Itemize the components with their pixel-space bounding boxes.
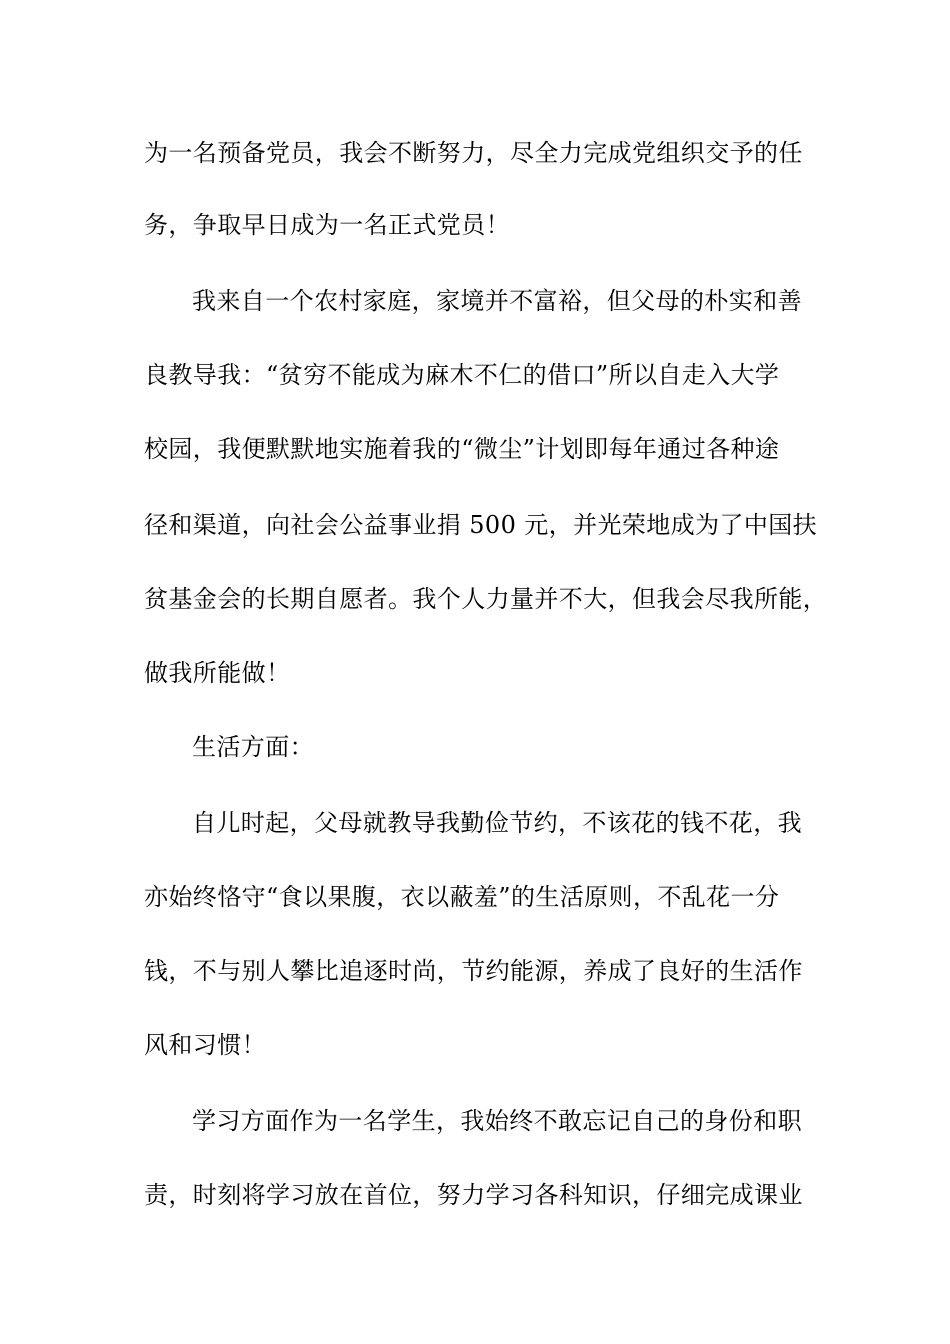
text-line: 校园，我便默默地实施着我的“微尘”计划即每年通过各种途 — [144, 435, 780, 463]
text-line: 贫基金会的长期自愿者。我个人力量并不大，但我会尽我所能， — [144, 585, 828, 613]
section-heading-life: 生活方面： — [192, 733, 314, 761]
text-line: 为一名预备党员，我会不断努力，尽全力完成党组织交予的任 — [144, 139, 803, 167]
text-line: 亦始终恪守“食以果腹，衣以蔽羞”的生活原则，不乱花一分 — [144, 883, 780, 911]
text-line: 做我所能做！ — [144, 659, 291, 687]
text-line: 良教导我：“贫穷不能成为麻木不仁的借口”所以自走入大学 — [144, 361, 780, 389]
text-line: 责，时刻将学习放在首位，努力学习各科知识，仔细完成课业 — [144, 1181, 803, 1209]
paragraph-start-line: 学习方面作为一名学生，我始终不敢忘记自己的身份和职 — [192, 1107, 802, 1135]
text-line: 风和习惯！ — [144, 1031, 266, 1059]
paragraph-start-line: 自儿时起，父母就教导我勤俭节约，不该花的钱不花，我 — [192, 809, 802, 837]
text-line: 钱，不与别人攀比追逐时尚，节约能源，养成了良好的生活作 — [144, 957, 803, 985]
text-line: 务，争取早日成为一名正式党员！ — [144, 211, 510, 239]
text-line: 径和渠道，向社会公益事业捐 500 元，并光荣地成为了中国扶 — [144, 511, 818, 539]
paragraph-start-line: 我来自一个农村家庭，家境并不富裕，但父母的朴实和善 — [192, 287, 802, 315]
